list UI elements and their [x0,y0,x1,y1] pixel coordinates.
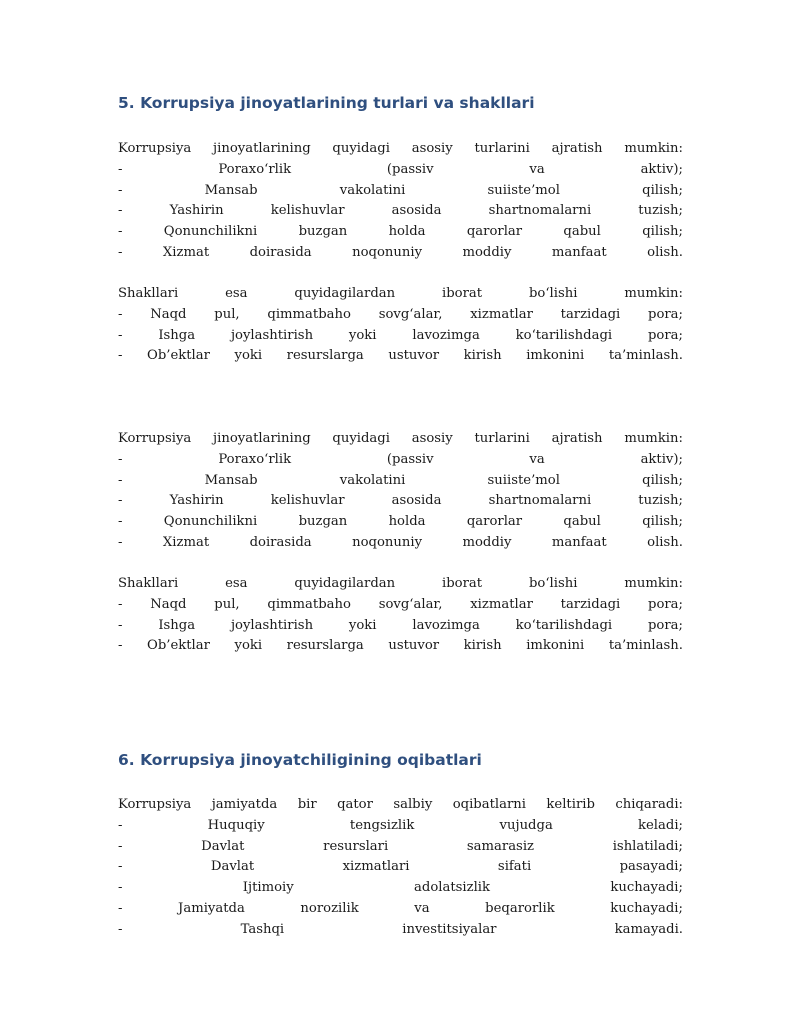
bullet-dash: - [118,161,123,177]
word: qilish; [642,472,683,488]
word: ajratish [551,431,603,446]
word: va [414,900,430,916]
word: vakolatini [339,472,406,488]
paragraph-block [118,795,683,941]
paragraph-block [118,139,683,264]
word: resurslarga [286,348,364,364]
word: kirish [463,638,502,654]
word: ta’minlash. [608,638,683,654]
word: qabul [563,224,601,240]
word: Yashirin [169,493,224,509]
word: ustuvor [388,348,440,364]
word: chiqaradi: [615,797,683,812]
word: Davlat [201,838,245,854]
list-item-line [118,816,683,837]
word: suiiste’mol [487,472,560,488]
word: qilish; [642,224,683,240]
list-item-line [118,616,683,637]
word: qimmatbaho [267,306,351,322]
word: buzgan [298,514,348,530]
word: beqarorlik [485,900,555,916]
word: Jamiyatda [178,900,245,916]
list-item-line [118,450,683,471]
word: tarzidagi [560,306,621,322]
word: Mansab [204,182,258,198]
bullet-dash: - [118,596,123,612]
word: kuchayadi; [610,880,683,896]
list-item-line [118,471,683,492]
word: qarorlar [466,224,523,240]
bullet-dash: - [118,880,123,896]
word: ishlatiladi; [612,838,683,854]
word: shartnomalarni [488,493,592,509]
word: tuzish; [638,203,683,219]
list-item-line [118,899,683,920]
word: jamiyatda [211,797,278,812]
word: olish. [647,534,683,550]
word: tarzidagi [560,596,621,612]
word: Ishga [158,617,196,633]
word: sovg‘alar, [378,596,443,612]
paragraph-intro-line [118,139,683,160]
word: pora; [648,306,683,322]
word: (passiv [386,161,434,177]
word: suiiste’mol [487,182,560,198]
word: joylashtirish [230,617,314,633]
word: pul, [214,596,240,612]
word: Poraxo‘rlik [218,451,292,467]
paragraph-block [118,429,683,554]
word: qilish; [642,182,683,198]
word: Naqd [150,596,187,612]
word: bir [297,797,317,812]
word: Ijtimoiy [242,880,294,896]
word: lavozimga [412,327,480,343]
word: yoki [234,348,263,364]
word: asosida [391,203,442,219]
word: pora; [647,327,683,343]
word: yoki [348,327,377,343]
word: Mansab [204,472,258,488]
bullet-dash: - [118,921,123,937]
word: tuzish; [638,493,683,509]
word: holda [388,224,426,240]
list-item-line [118,222,683,243]
word: Korrupsiya [118,141,192,156]
word: Ishga [158,327,196,343]
word: quyidagi [332,431,390,446]
paragraph-intro-line [118,574,683,595]
word: vakolatini [339,182,406,198]
word: ko‘tarilishdagi [515,327,613,343]
bullet-dash: - [118,348,123,364]
bullet-dash: - [118,493,123,509]
word: bo‘lishi [528,286,578,301]
word: iborat [442,286,483,301]
word: xizmatlar [470,596,533,612]
word: doirasida [249,244,312,260]
list-item-line [118,857,683,878]
word: Huquqiy [207,817,265,833]
word: manfaat [551,244,607,260]
word: qabul [563,514,601,530]
word: tengsizlik [349,817,415,833]
bullet-dash: - [118,859,123,875]
word: Tashqi [240,921,285,937]
bullet-dash: - [118,514,123,530]
word: moddiy [462,534,512,550]
word: qator [337,797,373,812]
word: quyidagilardan [294,286,396,301]
word: sovg‘alar, [378,306,443,322]
word: ta’minlash. [608,348,683,364]
list-item-line [118,346,683,367]
word: moddiy [462,244,512,260]
list-item-line [118,878,683,899]
word: aktiv); [640,161,683,177]
bullet-dash: - [118,900,123,916]
word: mumkin: [624,576,683,591]
list-item-line [118,201,683,222]
word: kamayadi. [614,921,683,937]
bullet-dash: - [118,224,123,240]
word: Qonunchilikni [163,224,258,240]
word: qarorlar [466,514,523,530]
word: iborat [442,576,483,591]
bullet-dash: - [118,327,123,343]
word: kuchayadi; [610,900,683,916]
word: mumkin: [624,431,683,446]
word: bo‘lishi [528,576,578,591]
paragraph-intro-line [118,429,683,450]
word: norozilik [300,900,359,916]
word: Xizmat [162,534,210,550]
word: mumkin: [624,286,683,301]
word: Shakllari [118,286,179,301]
bullet-dash: - [118,306,123,322]
list-item-line [118,512,683,533]
word: esa [225,286,248,301]
paragraph-block [118,284,683,367]
list-item-line [118,595,683,616]
word: asosiy [411,141,453,156]
bullet-dash: - [118,534,123,550]
word: ko‘tarilishdagi [515,617,613,633]
paragraph-intro-line [118,795,683,816]
word: turlarini [474,431,530,446]
bullet-dash: - [118,638,123,654]
word: quyidagi [332,141,390,156]
word: Shakllari [118,576,179,591]
word: holda [388,514,426,530]
word: imkonini [526,348,585,364]
word: sifati [497,859,532,875]
list-item-line [118,243,683,264]
word: aktiv); [640,451,683,467]
word: ajratish [551,141,603,156]
word: esa [225,576,248,591]
section-heading: 5. Korrupsiya jinoyatlarining turlari va shakllari [118,94,535,112]
bullet-dash: - [118,617,123,633]
word: kelishuvlar [270,203,345,219]
word: shartnomalarni [488,203,592,219]
word: oqibatlarni [452,797,527,812]
word: doirasida [249,534,312,550]
paragraph-intro-line [118,284,683,305]
bullet-dash: - [118,838,123,854]
list-item-line [118,533,683,554]
word: Korrupsiya [118,797,192,812]
word: ustuvor [388,638,440,654]
list-item-line [118,837,683,858]
word: (passiv [386,451,434,467]
word: Naqd [150,306,187,322]
word: qimmatbaho [267,596,351,612]
word: noqonuniy [352,244,423,260]
word: quyidagilardan [294,576,396,591]
word: resurslarga [286,638,364,654]
list-item-line [118,181,683,202]
word: jinoyatlarining [213,431,311,446]
word: imkonini [526,638,585,654]
word: xizmatlar [470,306,533,322]
list-item-line [118,491,683,512]
word: yoki [348,617,377,633]
word: Yashirin [169,203,224,219]
word: adolatsizlik [414,880,491,896]
bullet-dash: - [118,182,123,198]
bullet-dash: - [118,817,123,833]
word: olish. [647,244,683,260]
word: qilish; [642,514,683,530]
word: Poraxo‘rlik [218,161,292,177]
word: resurslari [323,838,389,854]
word: jinoyatlarining [213,141,311,156]
word: salbiy [393,797,433,812]
word: Xizmat [162,244,210,260]
word: buzgan [298,224,348,240]
word: asosida [391,493,442,509]
word: pora; [647,617,683,633]
word: Ob’ektlar [147,348,210,364]
word: noqonuniy [352,534,423,550]
bullet-dash: - [118,472,123,488]
word: pasayadi; [619,859,683,875]
bullet-dash: - [118,244,123,260]
word: pora; [648,596,683,612]
word: pul, [214,306,240,322]
word: va [529,451,545,467]
word: kelishuvlar [270,493,345,509]
word: Ob’ektlar [147,638,210,654]
word: va [529,161,545,177]
list-item-line [118,920,683,941]
word: Davlat [210,859,255,875]
word: samarasiz [466,838,534,854]
list-item-line [118,305,683,326]
word: kirish [463,348,502,364]
word: lavozimga [412,617,480,633]
word: asosiy [411,431,453,446]
list-item-line [118,326,683,347]
word: xizmatlari [342,859,410,875]
word: Qonunchilikni [163,514,258,530]
word: mumkin: [624,141,683,156]
word: investitsiyalar [402,921,497,937]
paragraph-block [118,574,683,657]
word: keltirib [546,797,595,812]
bullet-dash: - [118,451,123,467]
word: vujudga [499,817,553,833]
bullet-dash: - [118,203,123,219]
word: joylashtirish [230,327,314,343]
list-item-line [118,160,683,181]
list-item-line [118,636,683,657]
word: turlarini [474,141,530,156]
word: yoki [234,638,263,654]
word: Korrupsiya [118,431,192,446]
word: keladi; [638,817,683,833]
word: manfaat [551,534,607,550]
section-heading: 6. Korrupsiya jinoyatchiligining oqibatlari [118,751,482,769]
